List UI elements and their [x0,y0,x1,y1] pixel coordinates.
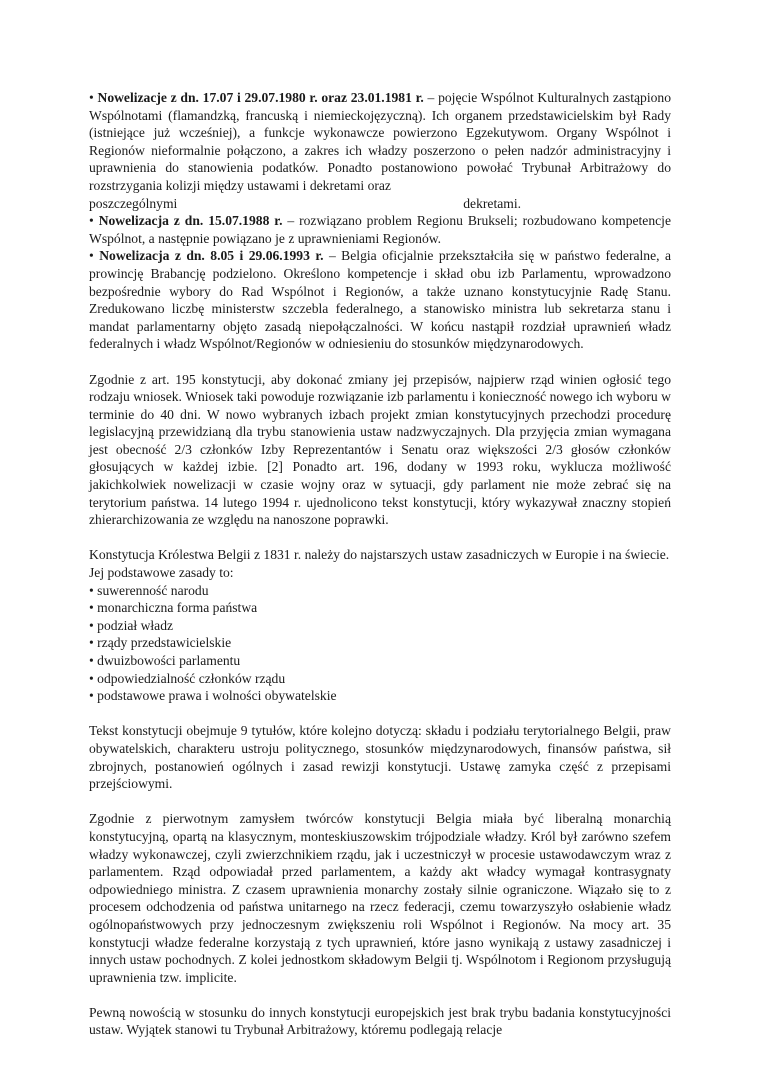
amendment-title: Nowelizacje z dn. 17.07 i 29.07.1980 r. oraz 23.01.1981 r. [97,90,424,105]
principles-list [89,582,671,705]
list-item: • suwerenność narodu [89,582,209,598]
bullet: • [89,248,94,264]
amendment-title: Nowelizacja z dn. 8.05 i 29.06.1993 r. [99,248,324,264]
principles-intro: Konstytucja Królestwa Belgii z 1831 r. należy do najstarszych ustaw zasadniczych w Europie i na świecie. Jej podstawowe zasady to: [89,547,670,581]
paragraph-gap [89,986,671,1004]
paragraph-gap [89,529,671,547]
document-page [89,89,671,1039]
list-item: • rządy przedstawicielskie [89,635,232,651]
list-item: • podział władz [89,617,174,633]
structure-paragraph: Tekst konstytucji obejmuje 9 tytułów, które kolejno dotyczą: składu i podziału terytorialnego Belgii, praw obywatelskich, charakteru ustroju politycznego, stosunków międzynarodowych, finansów państwa, sił zbrojnych, postanowień ogólnych i zasad rewizji konstytucji. Ustawę zamyka część z przepisami przejściowymi. [89,723,671,792]
amendment-1988 [89,212,671,247]
amendment-1980-1981 [89,89,671,195]
amendment-title: Nowelizacja z dn. 15.07.1988 r. [98,213,283,229]
paragraph-gap [89,793,671,811]
list-item: • dwuizbowości parlamentu [89,653,241,668]
tail-left: poszczególnymi [89,195,178,211]
tail-right: dekretami. [463,195,521,211]
constitutional-review-paragraph: Pewną nowością w stosunku do innych konstytucji europejskich jest brak trybu badania konstytucyjności ustaw. Wyjątek stanowi tu Trybunał Arbitrażowy, któremu podlegają relacje [89,1004,671,1038]
amendment-1993 [89,247,671,353]
revision-procedure-paragraph: Zgodnie z art. 195 konstytucji, aby dokonać zmiany jej przepisów, najpierw rząd winien ogłosić tego rodzaju wniosek. Wniosek taki powoduje rozwiązanie izb parlamentu i konieczność nowego ich wyboru w terminie do 40 dni. W nowo wybranych izbach projekt zmian konstytucyjnych przechodzi procedurę legislacyjną przewidzianą dla trybu stanowienia ustaw nadzwyczajnych. Dla przyjęcia zmian wymagana jest obecność 2/3 członków Izby Reprezentantów i Senatu oraz większości 2/3 głosów członków głosujących w każdej izbie. [2] Ponadto art. 196, dodany w 1993 roku, wyklucza możliwość jakichkolwiek nowelizacji w czasie wojny oraz w sytuacji, gdy parlament nie może zebrać się na terytorium państwa. 14 lutego 1994 r. ujednolicono tekst konstytucji, który wykazywał znaczny stopień zhierarchizowania ze względu na nanoszone poprawki. [89,371,671,528]
bullet: • [89,213,94,229]
list-item: • monarchiczna forma państwa [89,600,258,616]
bullet: • [89,90,94,105]
list-item: • odpowiedzialność członków rządu [89,670,286,686]
amendment-text: – pojęcie Wspólnot Kulturalnych zastąpiono Wspólnotami (flamandzką, francuską i niemieckojęzyczną). Ich organem przedstawicielskim był Rady (istniejące już wcześniej), a funkcje wykonawcze powierzono Egzekutywom. Organy Wspólnot i Regionów nieformalnie połączono, a zakres ich władzy poszerzono o pełen nadzór administracyjny i uprawnienia do stanowienia podatków. Ponadto postanowiono powołać Trybunał Arbitrażowy do rozstrzygania kolizji między ustawami i dekretami oraz [89,90,671,193]
amendment-text: – rozwiązano problem Regionu Brukseli; rozbudowano kompetencje Wspólnot, a następnie powiązano je z uprawnieniami Regionów. [89,213,671,246]
paragraph-gap [89,705,671,723]
amendment-1980-tail [89,195,671,213]
monarchy-paragraph: Zgodnie z pierwotnym zamysłem twórców konstytucji Belgia miała być liberalną monarchią konstytucyjną, opartą na klasycznym, monteskiuszowskim trójpodziale władzy. Król był zarówno szefem władzy wykonawczej, czyli zwierzchnikiem rządu, jak i uczestniczył w procesie ustawodawczym wraz z parlamentem. Rząd odpowiadał przed parlamentem, a każdy akt władcy wymagał kontrasygnaty odpowiedniego ministra. Z czasem uprawnienia monarchy zostały silnie ograniczone. Wiązało się to z procesem odchodzenia od państwa unitarnego na rzecz federacji, czemu towarzyszyło osłabienie władz ogólnopaństwowych przy jednoczesnym zwiększeniu roli Wspólnot i Regionów. Na mocy art. 35 konstytucji władze federalne korzystają z tych uprawnień, które jasno wynikają z ustawy zasadniczej i innych ustaw pochodnych. Z kolei jednostkom składowym Belgii tj. Wspólnotom i Regionom przysługują uprawnienia tzw. implicite. [89,811,671,985]
paragraph-gap [89,353,671,371]
amendment-text: – Belgia oficjalnie przekształciła się w państwo federalne, a prowincję Brabancję podzielono. Określono kompetencje i skład obu izb Parlamentu, wprowadzono bezpośrednie wybory do Rad Wspólnot i Regionów, a także uznano konstytucyjnie Radę Stanu. Zredukowano liczbę ministerstw szczebla federalnego, a stanowisko ministra lub sekretarza stanu i mandat parlamentarny objęto zasadą niepołączalności. W końcu nastąpił rozdział uprawnień władz federalnych i władz Wspólnot/Regionów w odniesieniu do stosunków międzynarodowych. [89,248,671,352]
list-item: • podstawowe prawa i wolności obywatelskie [89,688,337,704]
